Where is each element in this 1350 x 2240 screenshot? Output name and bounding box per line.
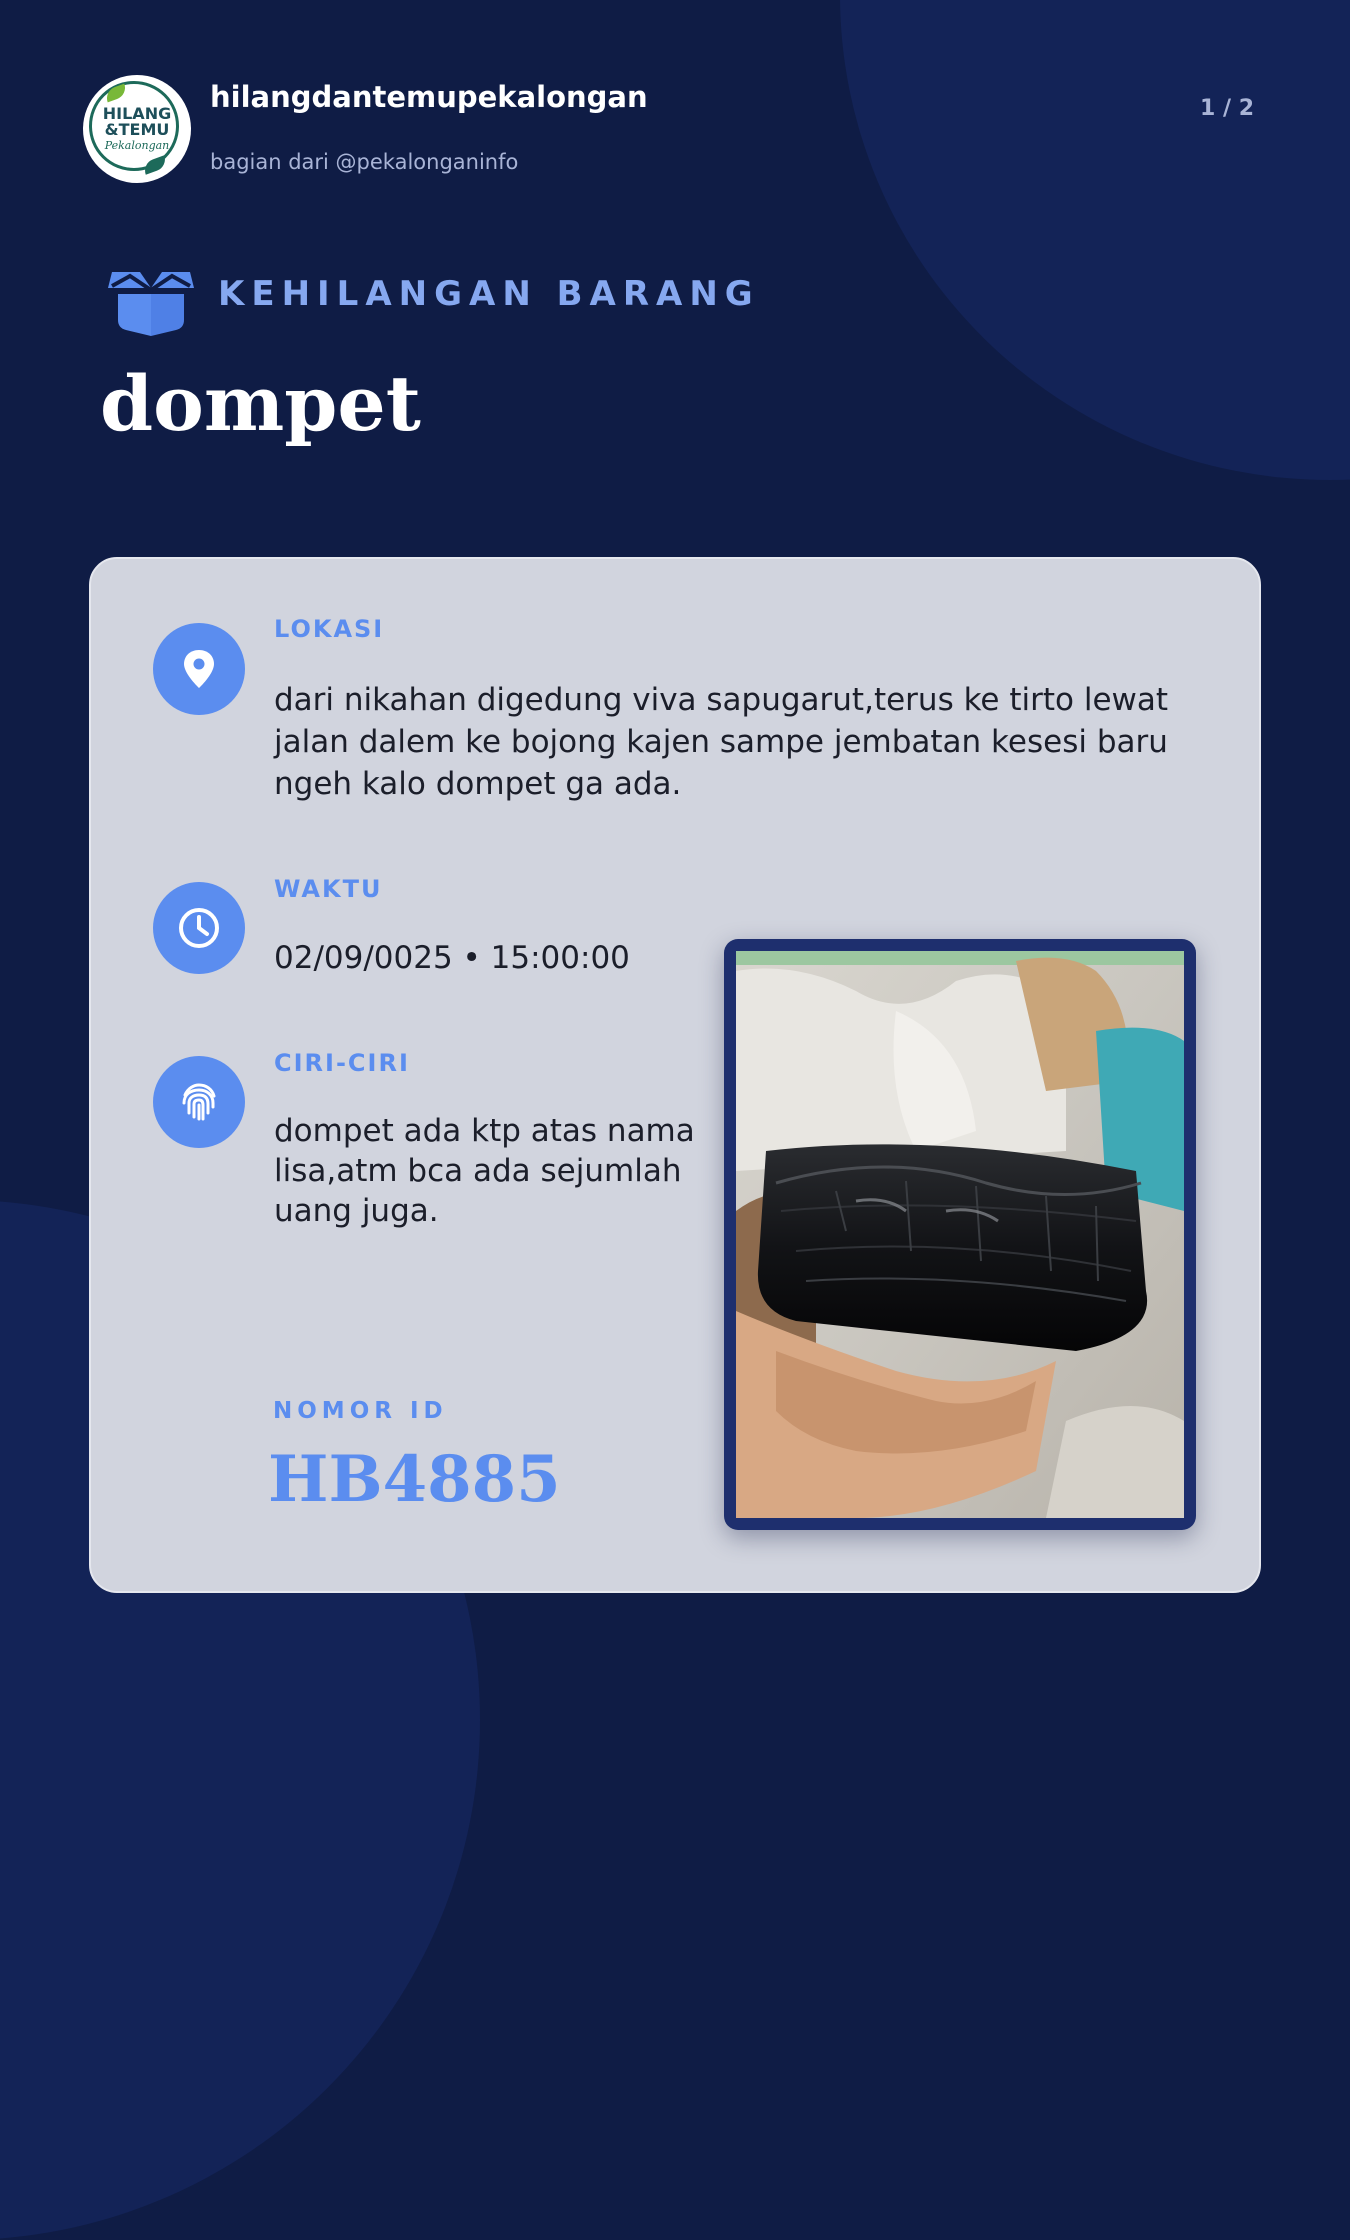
logo-text-line2: &TEMU — [104, 120, 170, 139]
item-photo[interactable] — [736, 951, 1184, 1518]
open-box-icon — [104, 266, 198, 336]
time-value: 02/09/0025 • 15:00:00 — [274, 940, 630, 976]
traits-label: CIRI-CIRI — [274, 1049, 410, 1077]
item-photo-frame — [724, 939, 1196, 1530]
id-label: NOMOR ID — [273, 1398, 448, 1424]
account-logo[interactable] — [83, 75, 191, 183]
fingerprint-icon — [176, 1079, 222, 1125]
account-name[interactable]: hilangdantemupekalongan — [210, 80, 648, 114]
traits-value: dompet ada ktp atas nama lisa,atm bca ada sejumlah uang juga. — [274, 1113, 695, 1229]
id-value: HB4885 — [268, 1442, 561, 1517]
traits-icon-circle — [153, 1056, 245, 1148]
time-icon-circle — [153, 882, 245, 974]
logo-text-line3: Pekalongan — [104, 139, 170, 152]
background-circle-top-right — [840, 0, 1350, 480]
clock-icon — [176, 905, 222, 951]
item-title: dompet — [100, 359, 421, 448]
page-indicator: 1 / 2 — [1200, 96, 1254, 121]
category-label: KEHILANGAN BARANG — [218, 274, 760, 314]
time-label: WAKTU — [274, 875, 383, 903]
location-label: LOKASI — [274, 615, 385, 643]
logo-text-line1: HILANG — [102, 104, 172, 123]
map-pin-icon — [176, 646, 222, 692]
location-value: dari nikahan digedung viva sapugarut,terus ke tirto lewat jalan dalem ke bojong kajen sampe jembatan kesesi baru ngeh kalo dompet ga ada. — [274, 682, 1169, 802]
location-icon-circle — [153, 623, 245, 715]
account-subtitle: bagian dari @pekalonganinfo — [210, 150, 519, 174]
